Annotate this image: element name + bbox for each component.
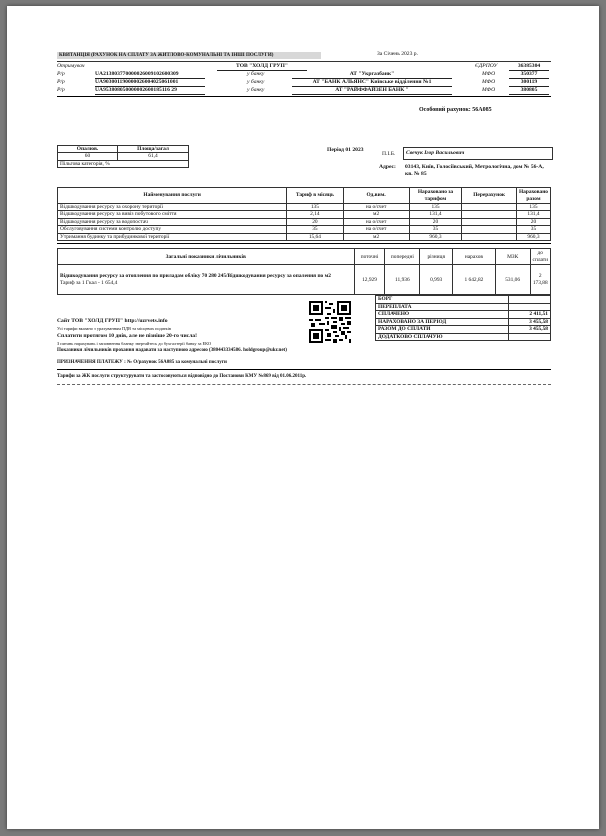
payment-purpose: ПРИЗНАЧЕННЯ ПЛАТЕЖУ : № О/рахунок 56А085 за комунальні послуги: [57, 360, 227, 366]
meter-cell: [58, 265, 355, 295]
summary-label: БОРГ: [376, 296, 509, 303]
meter-tariff: Тариф за 1 Гкал - 1 654,4: [60, 279, 118, 286]
summary-row: [376, 318, 551, 325]
area-heated-value: 60: [58, 153, 118, 160]
service-recalc: [462, 226, 517, 233]
summary-value: 3 455,58: [509, 318, 551, 325]
qr-code-icon: [309, 301, 351, 343]
service-total: 131,4: [516, 211, 550, 218]
meter-mzk: 531,06: [495, 265, 530, 295]
document-page: [7, 6, 599, 829]
service-unit: на о/счет: [343, 218, 409, 225]
in-bank-label: у банку: [247, 79, 265, 85]
meter-row: [58, 265, 551, 295]
account-prefix: Р/р: [57, 79, 65, 85]
services-table: [57, 187, 551, 241]
services-header-row: [58, 188, 551, 204]
bank-name: АТ "Укргазбанк": [292, 71, 452, 79]
service-total: 135: [516, 204, 550, 211]
service-tariff: 20: [287, 218, 343, 225]
account-iban: UA903001190000026004025061001: [95, 79, 205, 87]
mfo-value: 300119: [509, 79, 549, 87]
service-accrued: 135: [409, 204, 462, 211]
col-service-name: Найменування послуги: [58, 188, 287, 204]
col-current: поточні: [354, 249, 385, 265]
service-accrued: 35: [409, 226, 462, 233]
edrpou-value: 36385304: [509, 63, 549, 71]
pib-label: П.І.Б.: [382, 151, 396, 157]
recipient-row: [57, 62, 551, 70]
bank-accounts: [57, 70, 551, 94]
col-to-pay: до сплати: [530, 249, 550, 265]
bank-account-row: [57, 70, 551, 78]
summary-row: [376, 333, 551, 340]
mfo-label: МФО: [482, 79, 496, 85]
bank-account-row: [57, 78, 551, 86]
bank-name: АТ "РАЙФФАЙЗЕН БАНК ": [292, 87, 452, 95]
receipt: [57, 50, 551, 385]
mfo-label: МФО: [482, 87, 496, 93]
pay-deadline: Сплатити протягом 10 днів, але не пізніше 20-го числа!: [57, 333, 197, 340]
accounting-note: З питань нарахувань і заповнення бланку звертайтесь до бухгалтерії банку за ЕКО: [57, 341, 212, 347]
meter-accrued: 1 642,82: [453, 265, 496, 295]
service-recalc: [462, 211, 517, 218]
account-prefix: Р/р: [57, 71, 65, 77]
service-accrued: 960,3: [409, 233, 462, 240]
address-value: 03143, Київ, Голосіївський, Метрологічна, дом № 56-А, кв. № 85: [405, 164, 544, 177]
service-row: [58, 233, 551, 240]
service-tariff: 135: [287, 204, 343, 211]
meter-current: 12,929: [354, 265, 385, 295]
privilege-category: Пільгова категорія, %: [58, 160, 189, 167]
account-iban: UA953808050000002600185116 29: [95, 87, 205, 95]
tariffs-legal-note: Тарифи за ЖК послуги структурувати та застосовуються відповідно до Постанови КМУ №869 від 01.06.2011р.: [57, 374, 307, 380]
pib-value: Свечук Ігор Васильович: [403, 147, 553, 160]
col-meter-name: Загальні показники лічильників: [58, 249, 355, 265]
address-label: Адрес:: [379, 164, 396, 170]
meter-previous: 11,936: [385, 265, 420, 295]
service-row: [58, 226, 551, 233]
summary-label: СПЛАЧЕНО: [376, 311, 509, 318]
service-total: 35: [516, 226, 550, 233]
meter-name: Відшкодування ресурсу за отоплення по приладам обліку 70 280 245/Відшкодування ресурсу за опалення по м2: [60, 273, 331, 280]
meter-difference: 0,993: [420, 265, 453, 295]
recipient-name: ТОВ "ХОЛД ГРУП": [217, 63, 307, 71]
service-unit: м2: [343, 233, 409, 240]
service-unit: на о/счет: [343, 204, 409, 211]
cut-line: [57, 384, 551, 385]
recipient-label: Отримувач: [57, 63, 85, 69]
mfo-value: 380805: [509, 87, 549, 95]
bank-account-row: [57, 86, 551, 94]
summary-row: [376, 303, 551, 310]
area-header-total: Площа/загал: [118, 146, 189, 153]
service-recalc: [462, 204, 517, 211]
col-accrued-tariff: Нараховано за тарифом: [409, 188, 462, 204]
service-total: 20: [516, 218, 550, 225]
col-unit: Од.вим.: [343, 188, 409, 204]
meters-table: [57, 248, 551, 295]
summary-row: [376, 296, 551, 303]
summary-value: 3 455,58: [509, 326, 551, 333]
mfo-value: 350377: [509, 71, 549, 79]
site-info: Сайт ТОВ "ХОЛД ГРУП" http://uzrvets.info: [57, 318, 168, 325]
col-difference: різниця: [420, 249, 453, 265]
service-name: Утримання будинку та прибудинкової території: [58, 233, 287, 240]
period-label: Період 01 2023: [327, 147, 364, 153]
col-tariff: Тариф в місяць: [287, 188, 343, 204]
area-table: [57, 145, 189, 168]
service-unit: м2: [343, 211, 409, 218]
summary-row: [376, 326, 551, 333]
service-total: 960,3: [516, 233, 550, 240]
tariff-note: Усі тарифи вказано з урахуванням ПДВ та місцевих податків: [57, 326, 171, 332]
col-mzk: МЗК: [495, 249, 530, 265]
account-prefix: Р/р: [57, 87, 65, 93]
service-row: [58, 204, 551, 211]
service-row: [58, 218, 551, 225]
bank-name: АТ "БАНК АЛЬЯНС" Київське відділення №1: [292, 79, 452, 87]
summary-value: 2 411,51: [509, 311, 551, 318]
service-accrued: 131,4: [409, 211, 462, 218]
summary-value: [509, 296, 551, 303]
col-accrued-total: Нараховано разом: [516, 188, 550, 204]
summary-row: [376, 311, 551, 318]
summary-label: ПЕРЕПЛАТА: [376, 303, 509, 310]
service-tariff: 35: [287, 226, 343, 233]
summary-label: ДОДАТКОВО СПЛАЧУЮ: [376, 333, 509, 340]
service-recalc: [462, 233, 517, 240]
mfo-label: МФО: [482, 71, 496, 77]
col-previous: попередні: [385, 249, 420, 265]
payment-summary: [375, 295, 551, 341]
receipt-header: [57, 50, 551, 60]
meter-email: Показники лічильників прохання надавати за наступною адресою (380443334586. holdgroup@ukr.net): [57, 348, 287, 354]
area-total-value: 61,4: [118, 153, 189, 160]
service-tariff: 2,14: [287, 211, 343, 218]
service-tariff: 15,64: [287, 233, 343, 240]
service-recalc: [462, 218, 517, 225]
in-bank-label: у банку: [247, 71, 265, 77]
meter-to-pay: 2 173,88: [530, 265, 550, 295]
service-name: Обслуговування системи контролю доступу: [58, 226, 287, 233]
col-accrued: нарахов: [453, 249, 496, 265]
summary-label: РАЗОМ ДО СПЛАТИ: [376, 326, 509, 333]
receipt-period: За Січень 2023 р.: [377, 51, 418, 57]
service-row: [58, 211, 551, 218]
meters-header-row: [58, 249, 551, 265]
service-accrued: 20: [409, 218, 462, 225]
in-bank-label: у банку: [247, 87, 265, 93]
personal-account: Особовий рахунок: 56А085: [419, 107, 492, 113]
col-recalc: Перерахунок: [462, 188, 517, 204]
edrpou-label: ЄДРПОУ: [475, 63, 498, 69]
area-header-heated: Опалюв.: [58, 146, 118, 153]
summary-label: НАРАХОВАНО ЗА ПЕРІОД: [376, 318, 509, 325]
account-iban: UA213803770000026009102600309: [95, 71, 205, 79]
service-unit: на о/счет: [343, 226, 409, 233]
service-name: Відшкодування ресурсу за вивіз побутового сміття: [58, 211, 287, 218]
summary-value: [509, 333, 551, 340]
summary-value: [509, 303, 551, 310]
receipt-title: КВИТАНЦІЯ (РАХУНОК НА СПЛАТУ ЗА ЖИТЛОВО-КОМУНАЛЬНІ ТА ІНШІ ПОСЛУГИ): [57, 52, 321, 59]
service-name: Відшкодування ресурсу за водопостач: [58, 218, 287, 225]
service-name: Відшкодування ресурсу за охорону території: [58, 204, 287, 211]
